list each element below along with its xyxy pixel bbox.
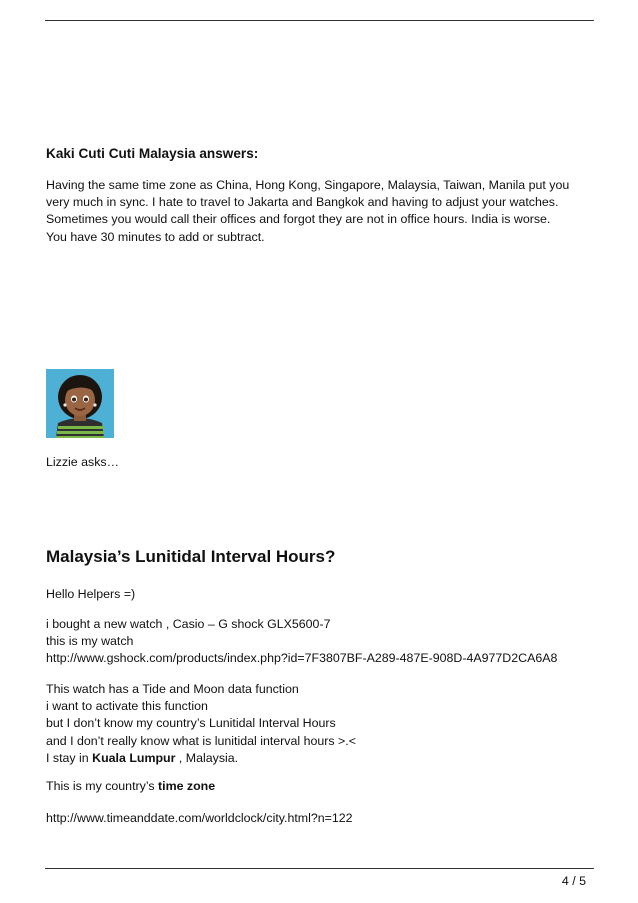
watch-line: this is my watch [46, 634, 134, 649]
watch-link[interactable]: http://www.gshock.com/products/index.php?id=7F3807BF-A289-487E-908D-4A977D2CA6A8 [46, 651, 558, 666]
asker-avatar [46, 369, 114, 438]
watch-details [46, 616, 596, 668]
asker-intro: Lizzie asks… [46, 455, 119, 469]
answer-line: very much in sync. I hate to travel to Jakarta and Bangkok and having to adjust your watches. [46, 195, 559, 210]
question-greeting: Hello Helpers =) [46, 587, 136, 601]
answer-line: You have 30 minutes to add or subtract. [46, 229, 265, 244]
function-line: This watch has a Tide and Moon data function [46, 682, 299, 696]
answer-line: Having the same time zone as China, Hong Kong, Singapore, Malaysia, Taiwan, Manila put you [46, 178, 570, 192]
function-line: but I don’t know my country’s Lunitidal Interval Hours [46, 716, 336, 731]
question-title: Malaysia’s Lunitidal Interval Hours? [46, 547, 336, 566]
answer-body [46, 177, 596, 246]
location-prefix: I stay in [46, 750, 93, 765]
function-line: i want to activate this function [46, 699, 208, 714]
location-line [46, 750, 596, 767]
footer-rule [45, 868, 594, 869]
question-greeting-block [46, 586, 596, 603]
function-details [46, 681, 596, 767]
timezone-bold: time zone [158, 779, 216, 793]
asker-intro-block [46, 454, 596, 471]
function-line: and I don’t really know what is lunitidal interval hours >.< [46, 733, 356, 748]
timezone-line [46, 778, 596, 795]
page-indicator: 4 / 5 [561, 874, 586, 888]
timezone-prefix: This is my country’s [46, 779, 158, 793]
header-rule [45, 20, 594, 21]
location-suffix: , Malaysia. [175, 750, 239, 765]
answer-line: Sometimes you would call their offices and forgot they are not in office hours. India is worse. [46, 212, 551, 227]
question-title-block [46, 546, 596, 568]
timezone-link-block [46, 810, 596, 827]
location-city: Kuala Lumpur [92, 750, 176, 765]
timezone-block [46, 778, 596, 795]
answer-section [46, 145, 596, 163]
timezone-link[interactable]: http://www.timeanddate.com/worldclock/city.html?n=122 [46, 811, 353, 825]
watch-line: i bought a new watch , Casio – G shock GLX5600-7 [46, 617, 331, 631]
answer-heading: Kaki Cuti Cuti Malaysia answers: [46, 146, 259, 161]
